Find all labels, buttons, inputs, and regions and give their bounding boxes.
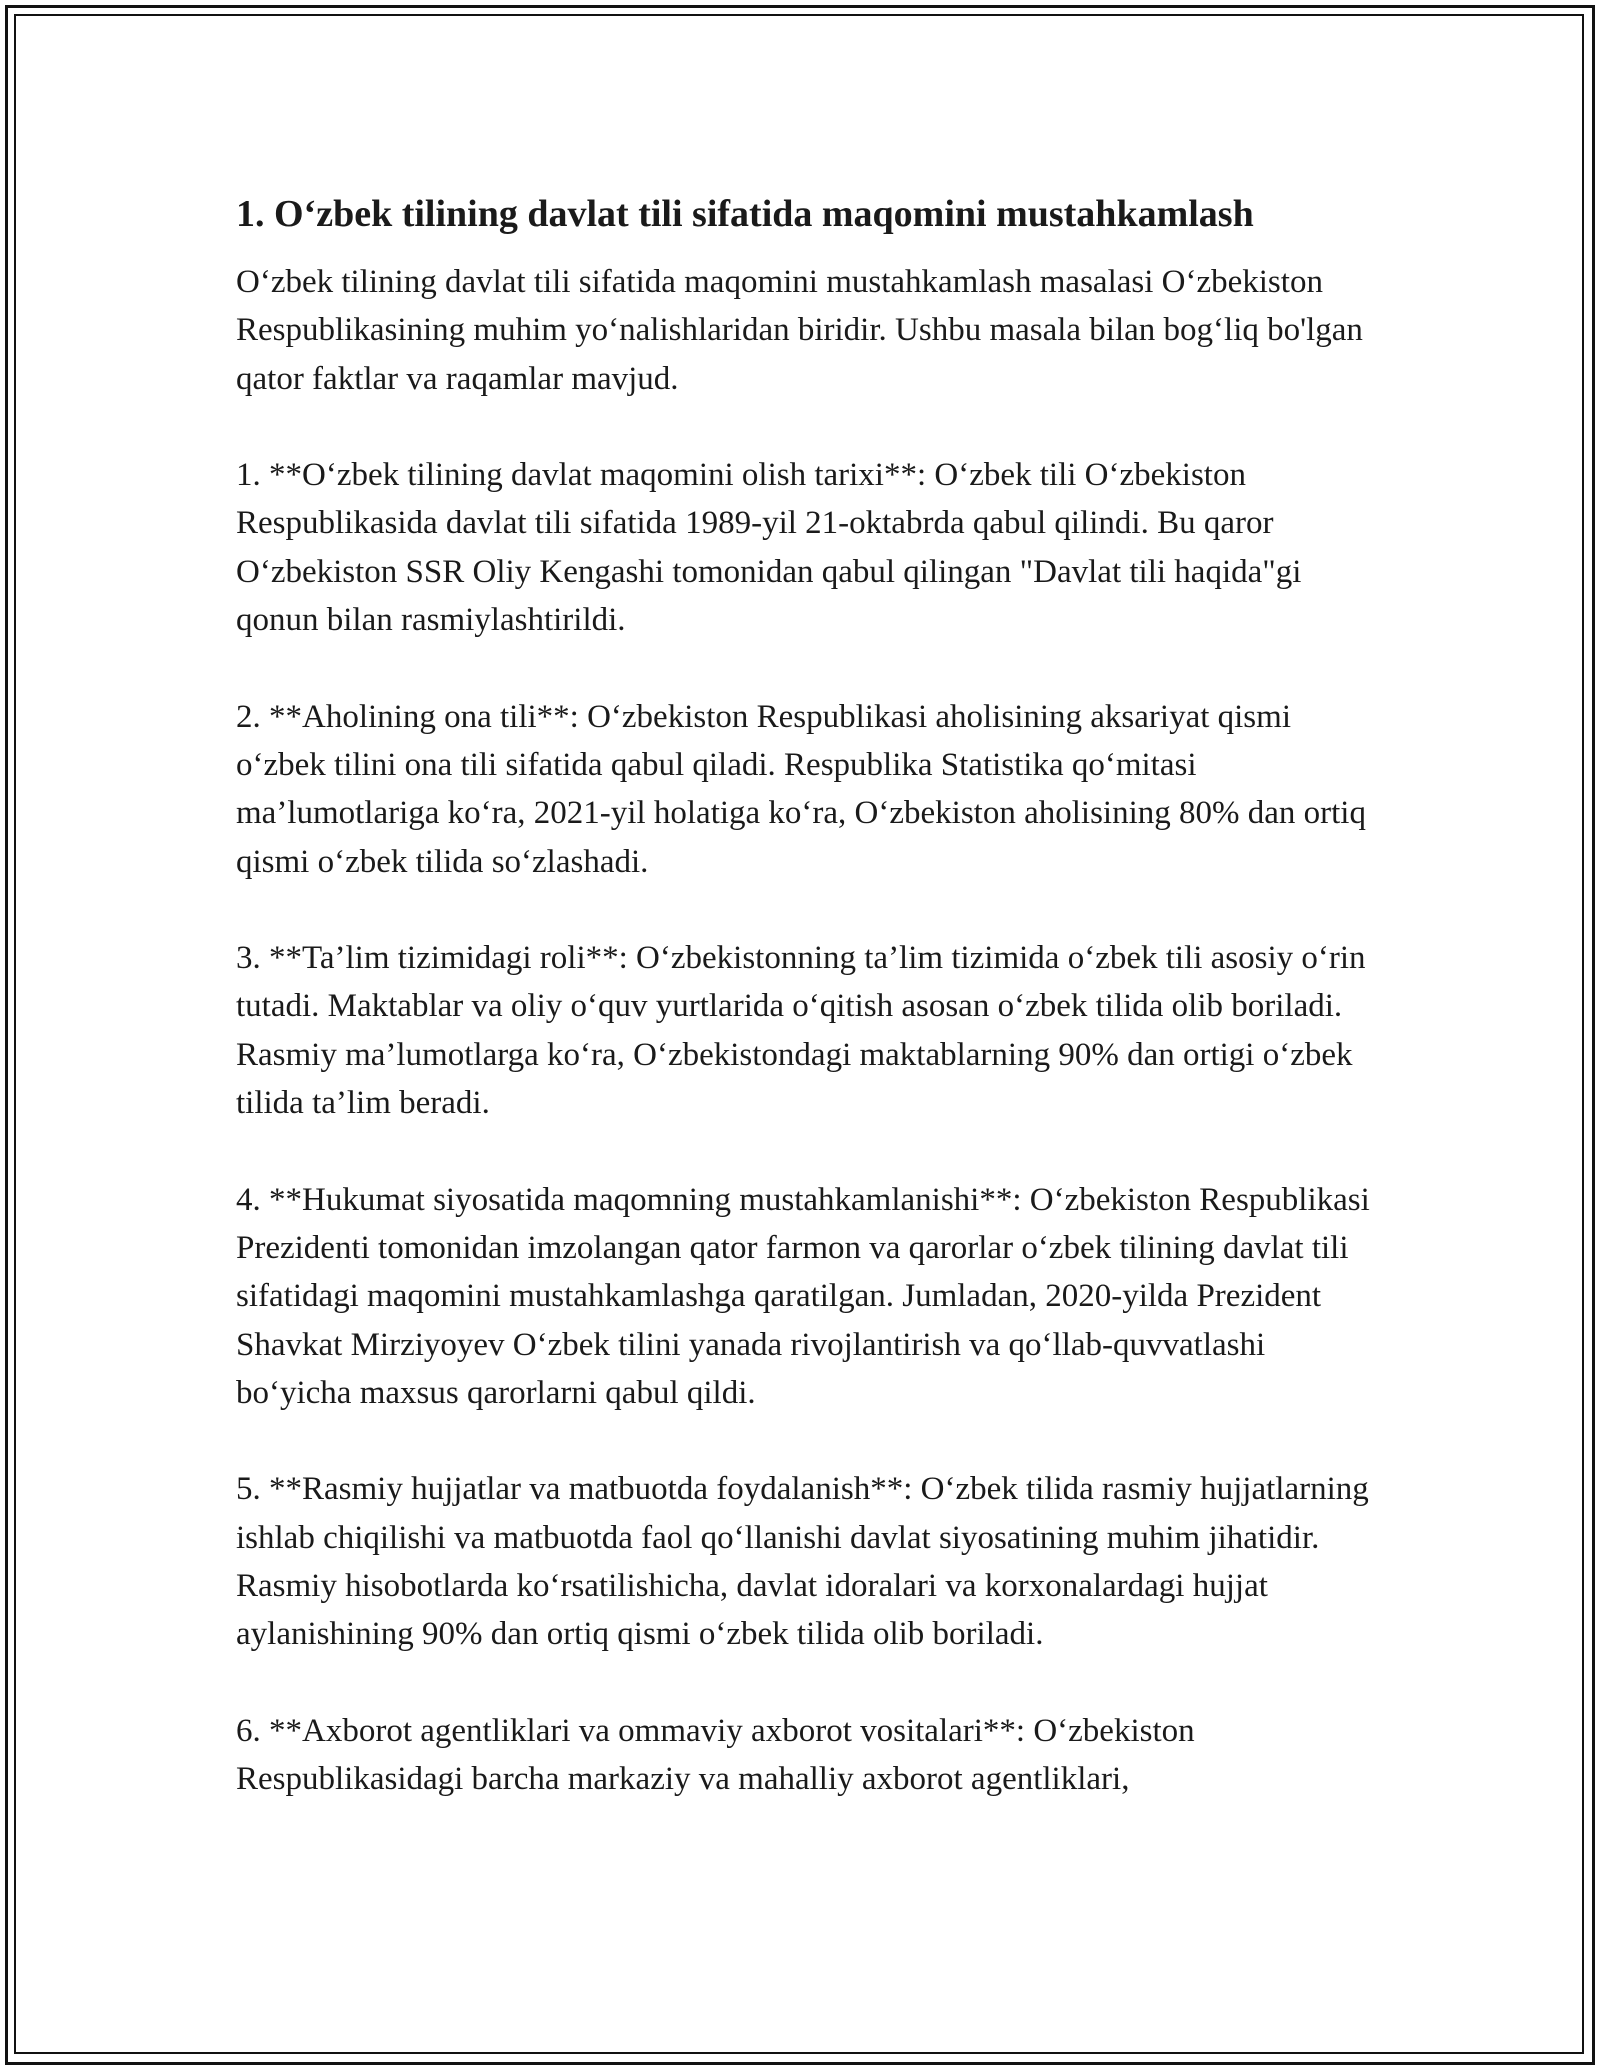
paragraph-item-5: 5. **Rasmiy hujjatlar va matbuotda foydalanish**: O‘zbek tilida rasmiy hujjatlarning ishlab chiqilishi va matbuotda faol qo‘llanishi davlat siyosatining muhim jihatidir. Rasmiy hisobotlarda ko‘rsatilishicha, davlat idoralari va korxonalardagi hujjat aylanishining 90% dan ortiq qismi o‘zbek tilida olib boriladi. — [236, 1471, 1369, 1653]
paragraph-item-6: 6. **Axborot agentliklari va ommaviy axborot vositalari**: O‘zbekiston Respublikasidagi barcha markaziy va mahalliy axborot agentliklari, — [236, 1712, 1195, 1798]
section-heading: 1. O‘zbek tilining davlat tili sifatida maqomini mustahkamlash — [236, 193, 1254, 235]
paragraph-item-2: 2. **Aholining ona tili**: O‘zbekiston Respublikasi aholisining aksariyat qismi o‘zbek tilini ona tili sifatida qabul qiladi. Respublika Statistika qo‘mitasi ma’lumotlariga ko‘ra, 2021-yil holatiga ko‘ra, O‘zbekiston aholisining 80% dan ortiq qismi o‘zbek tilida so‘zlashadi. — [236, 698, 1366, 880]
paragraph-item-4: 4. **Hukumat siyosatida maqomning mustahkamlanishi**: O‘zbekiston Respublikasi Prezidenti tomonidan imzolangan qator farmon va qarorlar o‘zbek tilining davlat tili sifatidagi maqomini mustahkamlashga qaratilgan. Jumladan, 2020-yilda Prezident Shavkat Mirziyoyev O‘zbek tilini yanada rivojlantirish va qo‘llab-quvvatlashi bo‘yicha maxsus qarorlarni qabul qildi. — [236, 1181, 1370, 1411]
document-body — [236, 188, 1376, 1804]
paragraph-item-3: 3. **Ta’lim tizimidagi roli**: O‘zbekistonning ta’lim tizimida o‘zbek tili asosiy o‘rin tutadi. Maktablar va oliy o‘quv yurtlarida o‘qitish asosan o‘zbek tilida olib boriladi. Rasmiy ma’lumotlarga ko‘ra, O‘zbekistondagi maktablarning 90% dan ortigi o‘zbek tilida ta’lim beradi. — [236, 940, 1366, 1122]
paragraph-item-1: 1. **O‘zbek tilining davlat maqomini olish tarixi**: O‘zbek tili O‘zbekiston Respublikasida davlat tili sifatida 1989-yil 21-oktabrda qabul qilindi. Bu qaror O‘zbekiston SSR Oliy Kengashi tomonidan qabul qilingan "Davlat tili haqida"gi qonun bilan rasmiylashtirildi. — [236, 457, 1302, 639]
intro-paragraph: O‘zbek tilining davlat tili sifatida maqomini mustahkamlash masalasi O‘zbekiston Respublikasining muhim yo‘nalishlaridan biridir. Ushbu masala bilan bog‘liq bo'lgan qator faktlar va raqamlar mavjud. — [236, 264, 1363, 397]
